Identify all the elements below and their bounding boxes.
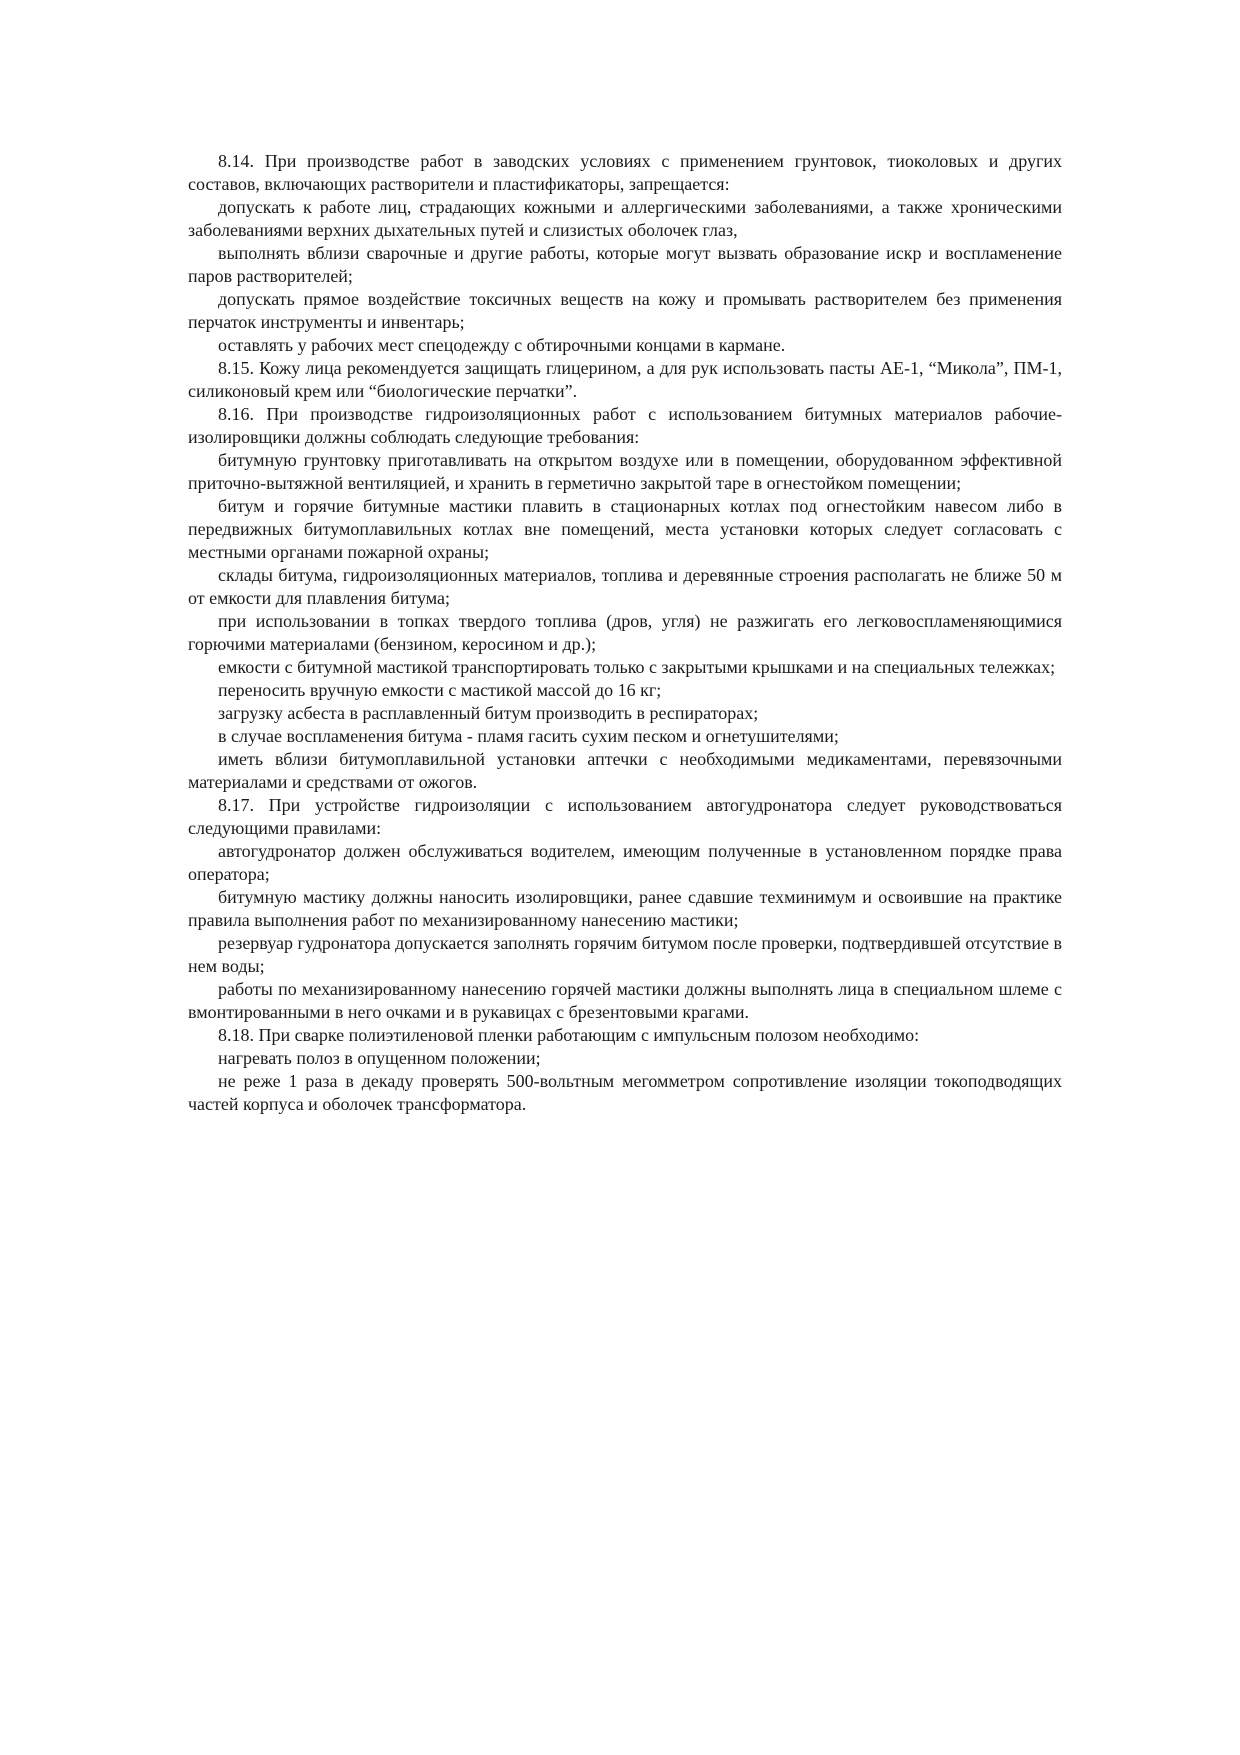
paragraph: загрузку асбеста в расплавленный битум производить в респираторах; [218, 703, 759, 723]
paragraph: при использовании в топках твердого топлива (дров, угля) не разжигать его легковоспламеняющимися горючими материалами (бензином, керосином и др.); [188, 611, 1062, 654]
paragraph: в случае воспламенения битума - пламя гасить сухим песком и огнетушителями; [218, 726, 839, 746]
paragraph-8-14: 8.14. При производстве работ в заводских условиях с применением грунтовок, тиоколовых и других составов, включающих растворители и пластификаторы, запрещается: [188, 151, 1062, 194]
paragraph: допускать прямое воздействие токсичных веществ на кожу и промывать растворителем без применения перчаток инструменты и инвентарь; [188, 289, 1062, 332]
paragraph-8-16: 8.16. При производстве гидроизоляционных работ с использованием битумных материалов рабочие-изолировщики должны соблюдать следующие требования: [188, 404, 1062, 447]
paragraph: иметь вблизи битумоплавильной установки аптечки с необходимыми медикаментами, перевязочными материалами и средствами от ожогов. [188, 749, 1062, 792]
paragraph: не реже 1 раза в декаду проверять 500-вольтным мегомметром сопротивление изоляции токоподводящих частей корпуса и оболочек трансформатора. [188, 1071, 1062, 1114]
paragraph: битумную мастику должны наносить изолировщики, ранее сдавшие техминимум и освоившие на практике правила выполнения работ по механизированному нанесению мастики; [188, 887, 1062, 930]
paragraph-8-15: 8.15. Кожу лица рекомендуется защищать глицерином, а для рук использовать пасты АЕ-1, “Микола”, ПМ-1, силиконовый крем или “биологические перчатки”. [188, 358, 1062, 401]
paragraph-8-18: 8.18. При сварке полиэтиленовой пленки работающим с импульсным полозом необходимо: [218, 1025, 920, 1045]
paragraph: емкости с битумной мастикой транспортировать только с закрытыми крышками и на специальных тележках; [218, 657, 1056, 677]
paragraph: переносить вручную емкости с мастикой массой до 16 кг; [218, 680, 662, 700]
paragraph: резервуар гудронатора допускается заполнять горячим битумом после проверки, подтвердившей отсутствие в нем воды; [188, 933, 1063, 976]
paragraph: оставлять у рабочих мест спецодежду с обтирочными концами в кармане. [218, 335, 786, 355]
document-page [188, 150, 1062, 1116]
paragraph: автогудронатор должен обслуживаться водителем, имеющим полученные в установленном порядке права оператора; [188, 841, 1062, 884]
paragraph: нагревать полоз в опущенном положении; [218, 1048, 541, 1068]
paragraph-8-17: 8.17. При устройстве гидроизоляции с использованием автогудронатора следует руководствоваться следующими правилами: [188, 795, 1062, 838]
paragraph: работы по механизированному нанесению горячей мастики должны выполнять лица в специальном шлеме с вмонтированными в него очками и в рукавицах с брезентовыми крагами. [188, 979, 1062, 1022]
paragraph: склады битума, гидроизоляционных материалов, топлива и деревянные строения располагать не ближе 50 м от емкости для плавления битума; [188, 565, 1062, 608]
paragraph: выполнять вблизи сварочные и другие работы, которые могут вызвать образование искр и воспламенение паров растворителей; [188, 243, 1062, 286]
paragraph: допускать к работе лиц, страдающих кожными и аллергическими заболеваниями, а также хроническими заболеваниями верхних дыхательных путей и слизистых оболочек глаз, [188, 197, 1062, 240]
paragraph: битум и горячие битумные мастики плавить в стационарных котлах под огнестойким навесом либо в передвижных битумоплавильных котлах вне помещений, места установки которых следует согласовать с местными органами пожарной охраны; [188, 496, 1062, 562]
paragraph: битумную грунтовку приготавливать на открытом воздухе или в помещении, оборудованном эффективной приточно-вытяжной вентиляцией, и хранить в герметично закрытой таре в огнестойком помещении; [188, 450, 1062, 493]
